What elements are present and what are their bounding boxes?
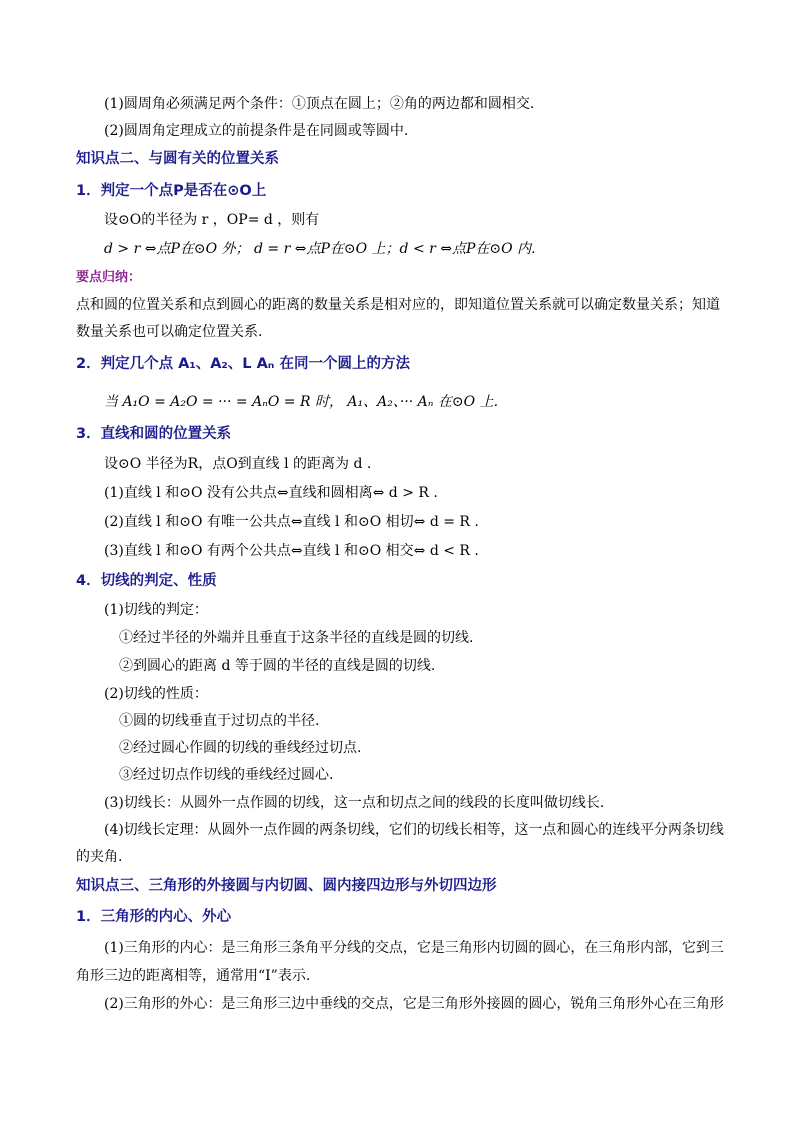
text-line: 的夹角. [76, 849, 123, 865]
subsection-heading: 4．切线的判定、性质 [76, 573, 217, 589]
text-line: 角形三边的距离相等，通常用“I”表示. [76, 968, 311, 984]
subsection-heading: 1．判定一个点P是否在⊙O上 [76, 183, 267, 199]
text-line: (1)切线的判定： [104, 602, 208, 618]
key-points-label: 要点归纳： [76, 270, 142, 285]
text-line: 设⊙O 半径为R，点O到直线 l 的距离为 d . [104, 456, 372, 472]
subsection-heading: 2．判定几个点 A₁、A₂、L Aₙ 在同一个圆上的方法 [76, 356, 410, 372]
text-line: 点和圆的位置关系和点到圆心的距离的数量关系是相对应的，即知道位置关系就可以确定数量关系；知道 [76, 297, 720, 313]
formula-line: 当 A₁O = A₂O = ··· = AₙO = R 时， A₁、A₂、··· Aₙ 在⊙O 上. [104, 394, 499, 410]
text-line: (3)直线 l 和⊙O 有两个公共点⇔直线 l 和⊙O 相交⇔ d < R . [104, 543, 479, 559]
text-line: (4)切线长定理：从圆外一点作圆的两条切线，它们的切线长相等，这一点和圆心的连线平分两条切线 [104, 822, 724, 838]
text-line: (2)直线 l 和⊙O 有唯一公共点⇔直线 l 和⊙O 相切⇔ d = R . [104, 514, 479, 530]
text-line: (1)圆周角必须满足两个条件：①顶点在圆上；②角的两边都和圆相交. [104, 96, 535, 112]
text-line: (2)圆周角定理成立的前提条件是在同圆或等圆中. [104, 123, 409, 139]
formula-line: d > r ⇔点P在⊙O 外； d = r ⇔点P在⊙O 上；d < r ⇔点P在⊙O 内. [104, 241, 536, 257]
subsection-heading: 3．直线和圆的位置关系 [76, 426, 232, 442]
text-line: 数量关系也可以确定位置关系. [76, 324, 263, 340]
text-line: ②到圆心的距离 d 等于圆的半径的直线是圆的切线. [119, 658, 436, 674]
section-heading: 知识点三、三角形的外接圆与内切圆、圆内接四边形与外切四边形 [76, 878, 497, 894]
text-line: (3)切线长：从圆外一点作圆的切线，这一点和切点之间的线段的长度叫做切线长. [104, 795, 605, 811]
section-heading: 知识点二、与圆有关的位置关系 [76, 151, 279, 167]
text-line: ②经过圆心作圆的切线的垂线经过切点. [119, 740, 362, 756]
text-line: (2)切线的性质： [104, 686, 208, 702]
text-line: ①圆的切线垂直于过切点的半径. [119, 713, 320, 729]
text-line: ①经过半径的外端并且垂直于这条半径的直线是圆的切线. [119, 630, 474, 646]
text-line: (2)三角形的外心：是三角形三边中垂线的交点，它是三角形外接圆的圆心，锐角三角形外心在三角形 [104, 996, 724, 1012]
text-line: ③经过切点作切线的垂线经过圆心. [119, 767, 334, 783]
text-line: (1)三角形的内心：是三角形三条角平分线的交点，它是三角形内切圆的圆心，在三角形内部，它到三 [104, 940, 724, 956]
text-line: 设⊙O的半径为 r ，OP= d ，则有 [104, 212, 320, 228]
text-line: (1)直线 l 和⊙O 没有公共点⇔直线和圆相离⇔ d > R . [104, 485, 438, 501]
subsection-heading: 1．三角形的内心、外心 [76, 909, 232, 925]
